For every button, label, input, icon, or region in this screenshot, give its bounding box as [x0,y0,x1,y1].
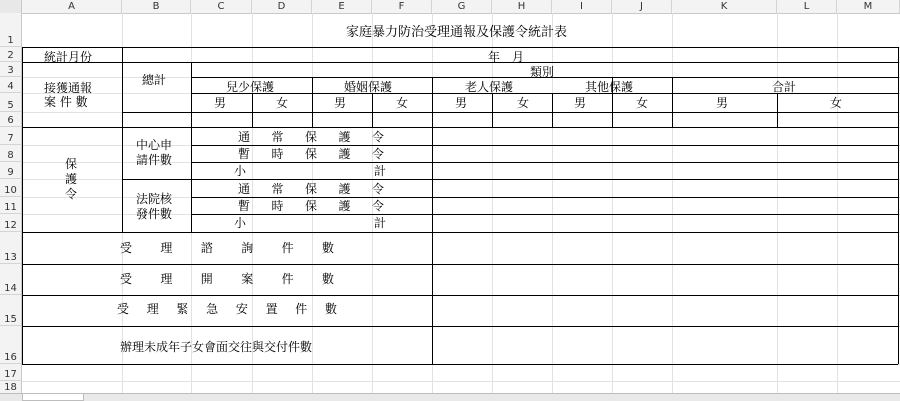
subtotal-char: 計 [374,216,387,230]
border-line [191,62,192,127]
gridline [672,13,673,393]
center-label-1: 中心申 [136,138,173,152]
label-char: 令 [372,182,385,196]
gender-male: 男 [574,96,587,110]
count-label-char: 數 [322,272,335,286]
category-total: 合計 [772,80,797,94]
column-header[interactable]: J [612,0,672,13]
count-label-char: 安 [235,302,248,316]
count-label-char: 案 [241,272,254,286]
total-label: 總計 [142,73,167,87]
row-header[interactable]: 9 [0,162,22,179]
subtotal-char: 小 [234,216,247,230]
label-char: 令 [372,199,385,213]
gender-female: 女 [830,96,843,110]
subtotal-char: 計 [374,164,387,178]
gender-female: 女 [276,96,289,110]
gender-male: 男 [716,96,729,110]
count-label-char: 開 [200,272,213,286]
label-char: 常 [271,130,284,144]
protection-order-char: 保 [65,157,78,171]
gridline [837,13,838,393]
label-char: 常 [271,182,284,196]
label-char: 護 [338,199,351,213]
gridline [777,13,778,393]
count-label-char: 理 [160,272,173,286]
column-header[interactable]: K [672,0,777,13]
border-line [22,232,898,233]
border-line [432,214,898,215]
count-label-char: 理 [146,302,159,316]
protection-order-char: 令 [65,187,78,201]
border-line [432,145,898,146]
gridline [252,13,253,393]
row-header[interactable]: 6 [0,112,22,127]
row-header[interactable]: 5 [0,93,22,112]
border-line [22,295,898,296]
minor-visit-label: 辦理未成年子女會面交往與交付件數 [120,340,313,354]
count-label-char: 理 [160,241,173,255]
column-header[interactable]: M [837,0,900,13]
count-label-char: 受 [117,302,130,316]
row-header[interactable]: 12 [0,214,22,232]
gender-male: 男 [334,96,347,110]
label-char: 保 [305,199,318,213]
gender-female: 女 [396,96,409,110]
column-header[interactable]: F [372,0,432,13]
column-header[interactable]: I [552,0,612,13]
gender-male: 男 [455,96,468,110]
category-other: 其他保護 [585,80,634,94]
column-header[interactable]: C [191,0,252,13]
gridline [492,13,493,393]
column-header[interactable]: D [252,0,312,13]
category-marriage: 婚姻保護 [344,80,393,94]
border-line [191,214,432,215]
column-header[interactable]: L [777,0,837,13]
select-all-corner[interactable] [0,0,22,13]
border-line [22,326,898,327]
row-header[interactable]: 3 [0,62,22,77]
court-label-2: 發件數 [136,207,173,221]
count-label-char: 件 [281,241,294,255]
label-char: 通 [238,130,251,144]
column-header[interactable]: G [432,0,492,13]
border-line [22,47,23,364]
border-line [672,77,673,127]
border-line [312,77,313,127]
gender-female: 女 [636,96,649,110]
row-header[interactable]: 7 [0,127,22,145]
border-line [432,197,898,198]
border-line [122,179,898,180]
count-label-char: 諮 [200,241,213,255]
row-header[interactable]: 18 [0,381,22,394]
subtotal-char: 小 [234,164,247,178]
border-line [432,77,433,127]
label-char: 暫 [238,147,251,161]
border-line [191,162,432,163]
row-header[interactable]: 8 [0,145,22,162]
label-char: 保 [305,130,318,144]
label-char: 保 [305,182,318,196]
count-label-char: 置 [265,302,278,316]
border-line [22,127,898,128]
year-month: 年 月 [488,50,525,64]
column-header[interactable]: B [122,0,191,13]
gridline [612,13,613,393]
count-label-char: 急 [206,302,219,316]
reports-label-2: 案 件 數 [44,95,88,109]
category-label: 類別 [530,65,555,79]
row-header[interactable]: 13 [0,232,22,264]
label-char: 護 [338,147,351,161]
row-header[interactable]: 11 [0,197,22,214]
border-line [777,93,778,127]
border-line [372,93,373,127]
label-char: 時 [271,147,284,161]
court-label-1: 法院核 [136,192,173,206]
label-char: 護 [338,182,351,196]
row-header[interactable]: 16 [0,326,22,364]
row-header[interactable]: 1 [0,13,22,47]
column-header[interactable]: E [312,0,372,13]
stat-month-label: 統計月份 [44,50,93,64]
count-label-char: 受 [120,241,133,255]
border-line [191,127,192,232]
border-line [898,47,899,364]
count-label-char: 數 [325,302,338,316]
label-char: 通 [238,182,251,196]
count-label-char: 件 [295,302,308,316]
border-line [122,62,123,232]
label-char: 暫 [238,199,251,213]
count-label-char: 件 [281,272,294,286]
border-line [122,112,898,113]
row-header[interactable]: 4 [0,77,22,93]
border-line [492,93,493,127]
label-char: 令 [372,130,385,144]
border-line [191,145,432,146]
sheet-title: 家庭暴力防治受理通報及保護令統計表 [346,25,568,40]
gridline [22,381,900,382]
count-label-char: 數 [322,241,335,255]
gender-female: 女 [517,96,530,110]
border-line [432,162,898,163]
border-line [191,197,432,198]
column-header[interactable]: H [492,0,552,13]
border-line [122,47,123,62]
protection-order-char: 護 [65,172,78,186]
row-header[interactable]: 10 [0,179,22,197]
border-line [22,47,898,48]
border-line [22,62,898,63]
reports-label-1: 接獲通報 [44,81,93,95]
label-char: 令 [372,147,385,161]
center-label-2: 請件數 [136,153,173,167]
gender-male: 男 [214,96,227,110]
label-char: 時 [271,199,284,213]
label-char: 保 [305,147,318,161]
border-line [22,264,898,265]
column-header[interactable]: A [22,0,122,13]
category-child: 兒少保護 [226,80,275,94]
row-header[interactable]: 2 [0,47,22,62]
count-label-char: 緊 [176,302,189,316]
row-header[interactable]: 15 [0,295,22,326]
border-line [22,364,898,365]
row-header[interactable]: 14 [0,264,22,295]
row-header[interactable]: 17 [0,364,22,381]
border-line [552,93,553,127]
count-label-char: 受 [120,272,133,286]
category-elder: 老人保護 [465,80,514,94]
label-char: 護 [338,130,351,144]
count-label-char: 詢 [241,241,254,255]
border-line [252,93,253,127]
